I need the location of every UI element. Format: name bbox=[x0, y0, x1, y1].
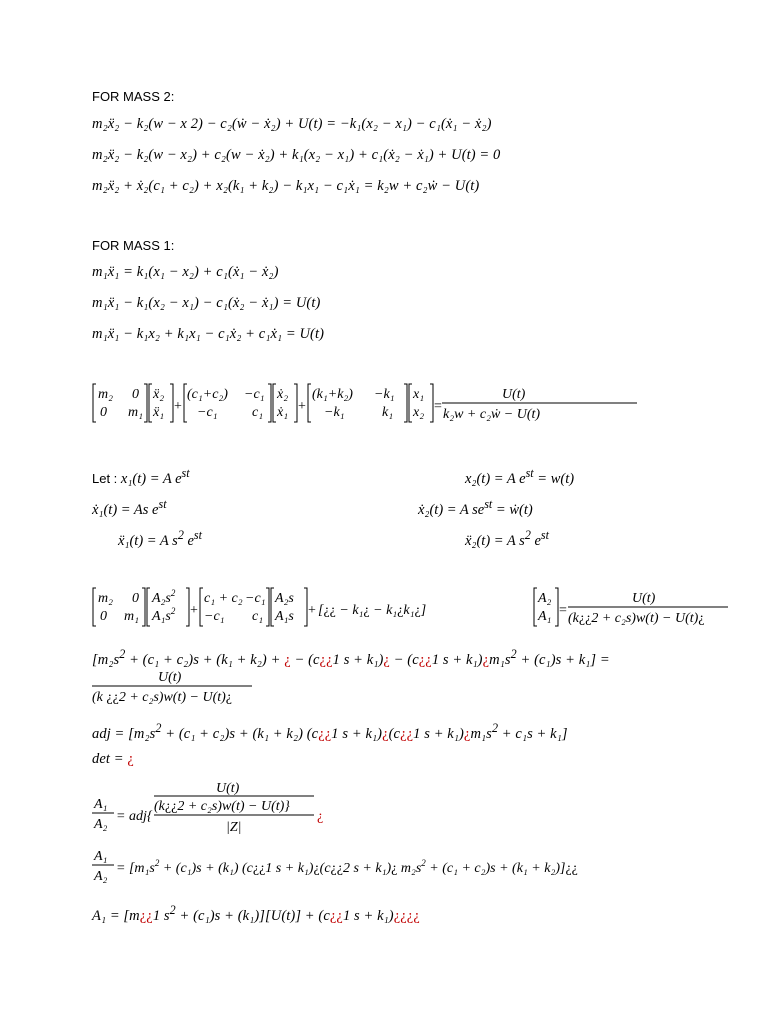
amplitude-accel-1: $A_2s^2$ bbox=[152, 588, 176, 606]
mass-matrix-m22: m₁ bbox=[124, 609, 139, 624]
inner-numerator: U(t) bbox=[216, 781, 240, 796]
let-x1-dot: ẋ₁(t) = As $e^{st}$ bbox=[92, 497, 167, 518]
damping-matrix-c22: c₁ bbox=[252, 609, 264, 624]
stiffness-row: [¿¿ − k₁¿ − k₁¿k₁¿] bbox=[318, 603, 427, 618]
combined-fraction bbox=[92, 666, 292, 706]
mass-matrix-m12: 0 bbox=[132, 387, 139, 402]
ratio-numerator: A₁ bbox=[94, 797, 108, 812]
determinant-equation: det = ¿ bbox=[92, 751, 134, 767]
mass-matrix-m12: 0 bbox=[132, 591, 139, 606]
amplitude-vel-1: A₂s bbox=[275, 591, 294, 606]
mass-matrix-m22: m₁ bbox=[128, 405, 143, 420]
damping-matrix-c11: c₁ + c₂ bbox=[204, 591, 243, 606]
mass1-equation-1: m₁ẍ₁ = k₁(x₁ − x₂) + c₁(ẋ₁ − ẋ₂) bbox=[92, 264, 279, 280]
matrix-equation-1 bbox=[92, 380, 652, 428]
adj-prefix: = adj{ bbox=[116, 809, 153, 824]
equals-sign: = bbox=[434, 399, 442, 414]
plus-sign-2: + bbox=[308, 603, 316, 618]
ratio2-body: = [$m_1s^2 + (c_1)s + (k_1)$ (c¿¿1 s + k₁)¿(c¿¿2 s + k₁)¿ $m_2s^2 + (c_1 + c_2)s + (k_1$ + k₂)]¿¿ bbox=[116, 858, 578, 876]
mass1-equation-3: m₁ẍ₁ − k₁x₂ + k₁x₁ − c₁ẋ₂ + c₁ẋ₁ = U(t) bbox=[92, 326, 325, 342]
adjoint-equation: adj = [$m_2s^2 + (c_1 + c_2)s + (k_1 + k_2)$ (c¿¿1 s + k₁)¿(c¿¿1 $s + k_1)¿m_1s^2 + c_1s + k_1$] bbox=[92, 721, 568, 742]
let-x1: Let : x₁(t) = A $e^{st}$ bbox=[92, 466, 190, 487]
plus-sign-1: + bbox=[190, 603, 198, 618]
let-x2: x₂(t) = A $e^{st} = w(t)$ bbox=[465, 466, 575, 487]
mass-matrix-m11: m₂ bbox=[98, 591, 113, 606]
mass2-heading: FOR MASS 2: bbox=[92, 89, 175, 104]
rhs-denominator: (k¿¿2 + c₂s)w(t) − U(t)¿ bbox=[568, 611, 705, 626]
let-x1-ddot: ẍ₁(t) = A $s^2$ $e^{st}$ bbox=[118, 528, 202, 549]
ratio1-tail: ¿ bbox=[317, 809, 324, 824]
ratio-equation-1 bbox=[92, 776, 352, 838]
mass1-equation-2: m₁ẍ₁ − k₁(x₂ − x₁) − c₁(ẋ₂ − ẋ₁) = U(t) bbox=[92, 295, 321, 311]
stiffness-matrix-k21: −k₁ bbox=[324, 405, 345, 420]
mass1-heading: FOR MASS 1: bbox=[92, 238, 175, 253]
damping-matrix-c12: −c₁ bbox=[245, 591, 266, 606]
accel-vector-2: ẍ₁ bbox=[153, 405, 165, 420]
amplitude-accel-2: $A_1s^2$ bbox=[152, 606, 176, 624]
displacement-vector-1: x₁ bbox=[413, 387, 425, 402]
matrix-equation-2 bbox=[92, 584, 705, 632]
fraction-numerator: U(t) bbox=[158, 670, 182, 685]
amplitude-vector-2: A₁ bbox=[538, 609, 552, 624]
let-x2-dot: ẋ₂(t) = A $se^{st}$ = ẇ(t) bbox=[418, 497, 533, 518]
amplitude-vel-2: A₁s bbox=[275, 609, 294, 624]
let-label: Let : bbox=[92, 470, 118, 486]
a1-equation: A₁ = [m¿¿1 $s^2 + (c_1)s + (k_1)][U(t)]$ + (c¿¿1 s + k₁)¿¿¿¿ bbox=[92, 903, 420, 924]
displacement-vector-2: x₂ bbox=[413, 405, 425, 420]
damping-matrix-c21: −c₁ bbox=[204, 609, 225, 624]
ratio-equation-2 bbox=[92, 846, 692, 890]
mass-matrix-m11: m₂ bbox=[98, 387, 113, 402]
stiffness-matrix-k11: (k₁+k₂) bbox=[312, 387, 353, 402]
inner-denominator: (k¿¿2 + c₂s)w(t) − U(t)} bbox=[154, 799, 290, 814]
velocity-vector-2: ẋ₁ bbox=[277, 405, 289, 420]
fraction-denominator: (k ¿¿2 + c₂s)w(t) − U(t)¿ bbox=[92, 690, 233, 705]
rhs-numerator: U(t) bbox=[632, 591, 656, 606]
damping-matrix-c12: −c₁ bbox=[244, 387, 265, 402]
mass2-equation-2: m₂ẍ₂ − k₂(w − x₂) + c₂(w − ẋ₂) + k₁(x₂ − x₁) + c₁(ẋ₂ − ẋ₁) + U(t) = 0 bbox=[92, 147, 501, 163]
amplitude-vector-1: A₂ bbox=[538, 591, 552, 606]
stiffness-matrix-k12: −k₁ bbox=[374, 387, 395, 402]
velocity-vector-1: ẋ₂ bbox=[277, 387, 289, 402]
damping-matrix-c21: −c₁ bbox=[197, 405, 218, 420]
plus-sign-2: + bbox=[298, 399, 306, 414]
equals-sign: = bbox=[559, 603, 567, 618]
mass2-equation-3: m₂ẍ₂ + ẋ₂(c₁ + c₂) + x₂(k₁ + k₂) − k₁x₁ − c₁ẋ₁ = k₂w + c₂ẇ − U(t) bbox=[92, 178, 480, 194]
combined-equation-line: [$m_2s^2 + (c_1 + c_2)s + (k_1 + k_2)$ + ¿ − (c¿¿1 s + k₁)¿ − (c¿¿1 $s + k_1)¿m_1s^2 + (c_1)s + k_1$] = bbox=[92, 647, 610, 668]
damping-matrix-c11: (c₁+c₂) bbox=[187, 387, 228, 402]
outer-denominator: |Z| bbox=[226, 820, 242, 835]
ratio-denominator: A₂ bbox=[94, 817, 108, 832]
stiffness-matrix-k22: k₁ bbox=[382, 405, 394, 420]
let-x2-ddot: ẍ₂(t) = A $s^2$ $e^{st}$ bbox=[465, 528, 549, 549]
rhs-denominator: k₂w + c₂ẇ − U(t) bbox=[443, 407, 541, 422]
ratio-denominator: A₂ bbox=[94, 869, 108, 884]
mass-matrix-m21: 0 bbox=[100, 609, 107, 624]
damping-matrix-c22: c₁ bbox=[252, 405, 264, 420]
mass-matrix-m21: 0 bbox=[100, 405, 107, 420]
plus-sign-1: + bbox=[174, 399, 182, 414]
accel-vector-1: ẍ₂ bbox=[153, 387, 165, 402]
ratio-numerator: A₁ bbox=[94, 849, 108, 864]
rhs-numerator: U(t) bbox=[502, 387, 526, 402]
mass2-equation-1: m₂ẍ₂ − k₂(w − x 2) − c₂(ẇ − ẋ₂) + U(t) = −k₁(x₂ − x₁) − c₁(ẋ₁ − ẋ₂) bbox=[92, 116, 492, 132]
